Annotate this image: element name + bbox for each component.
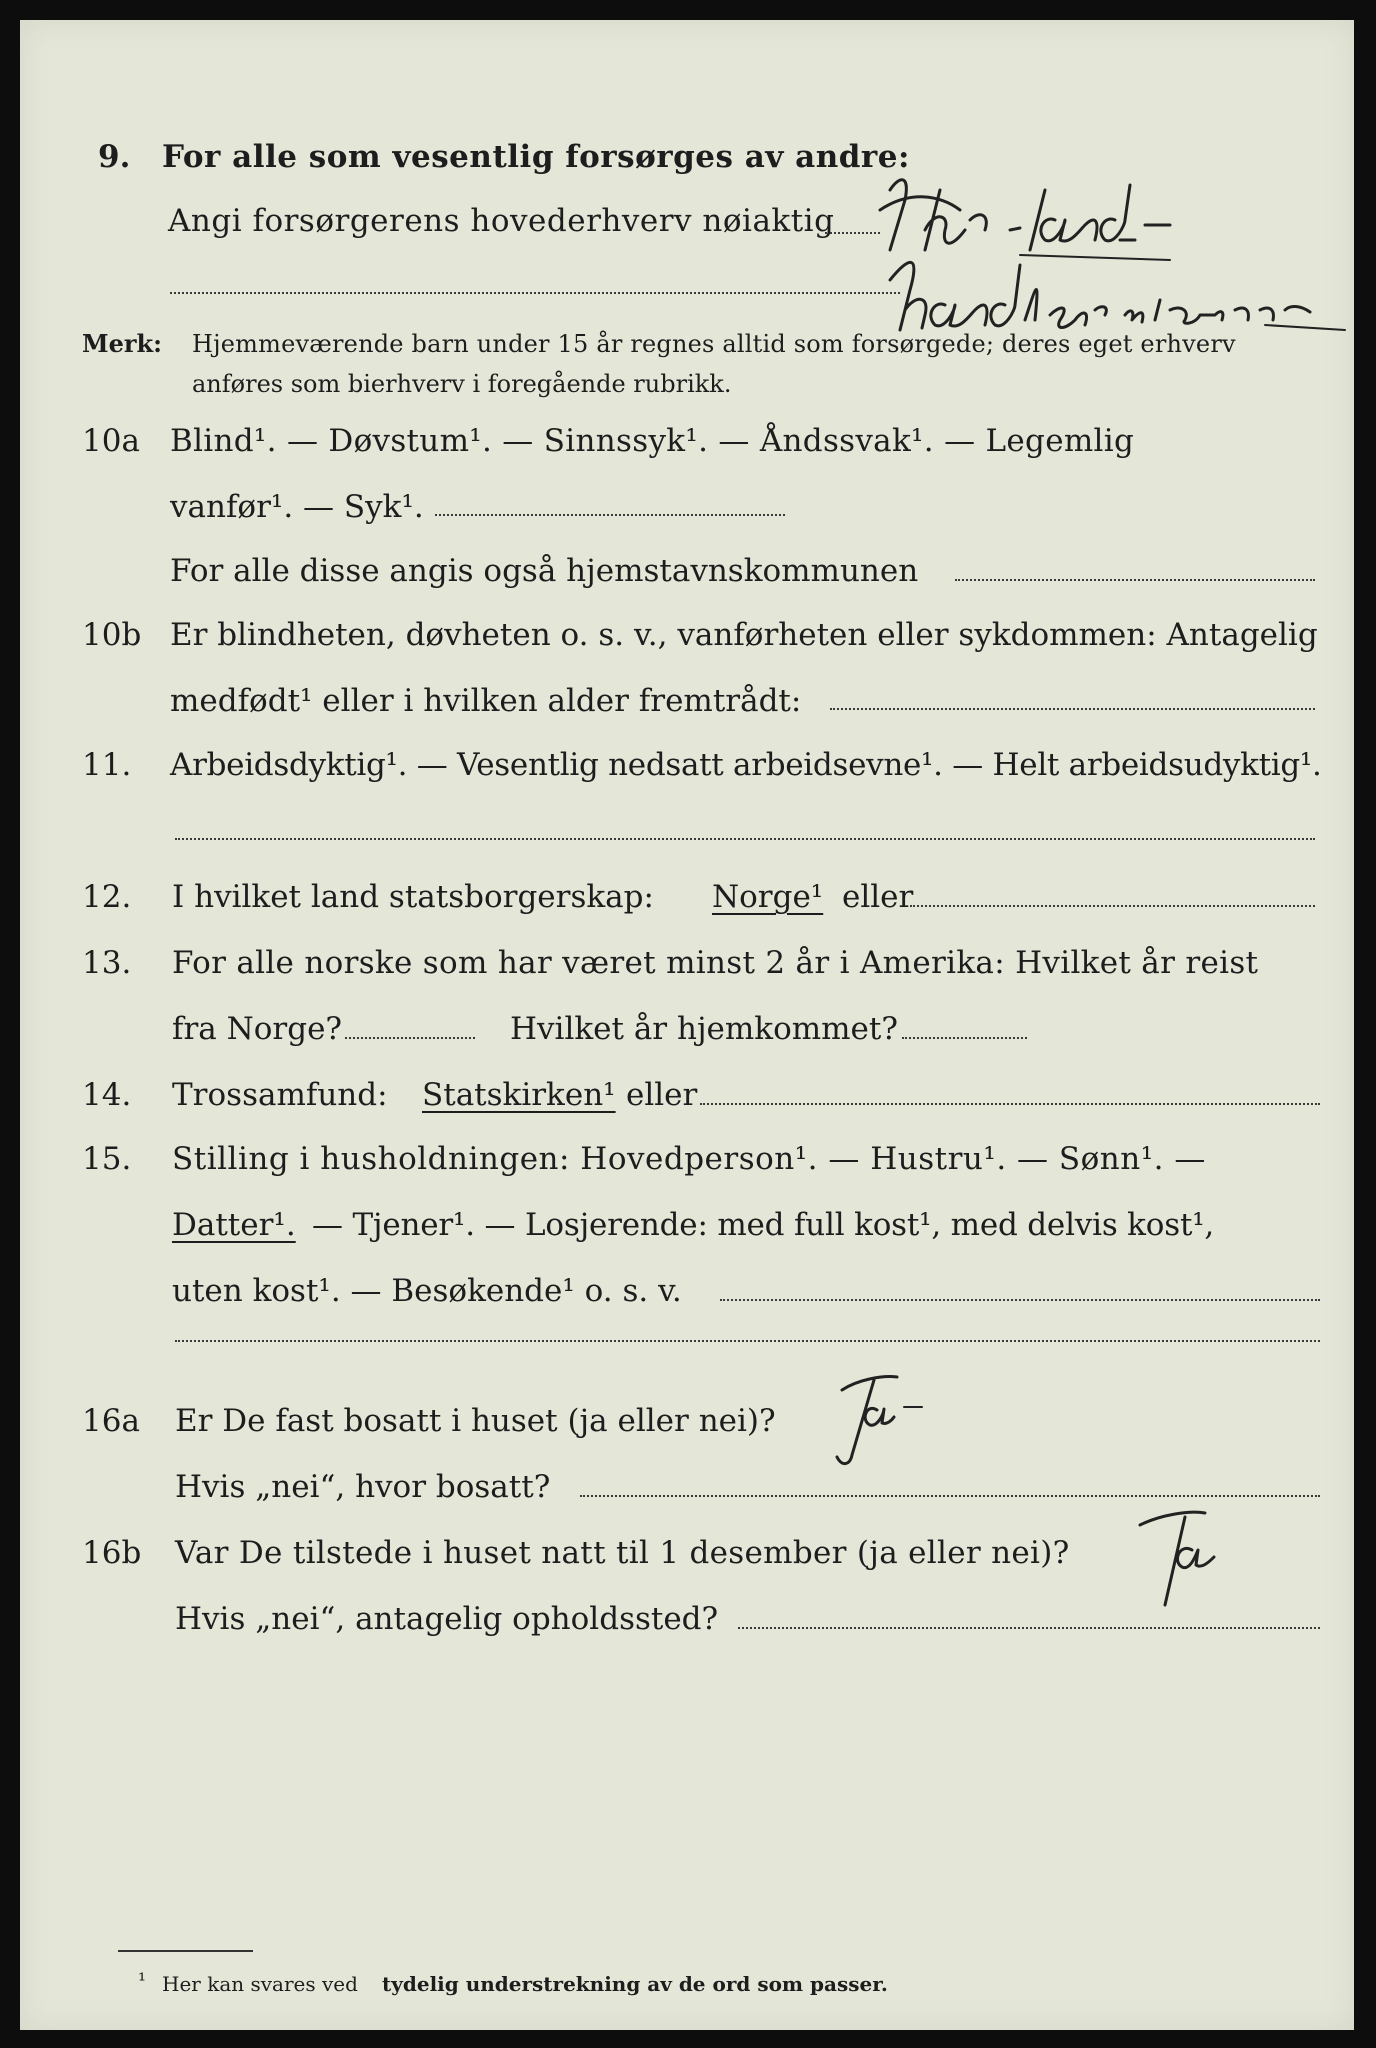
q13-line2b: Hvilket år hjemkommet? (510, 1011, 898, 1047)
q15-answer-line (720, 1299, 1320, 1301)
q10b-line1: Er blindheten, døvheten o. s. v., vanførheten eller sykdommen: Antagelig (170, 617, 1318, 653)
q10b-alder-line (830, 708, 1315, 710)
q12-suffix: eller (842, 879, 914, 915)
q12-norge-underlined: Norge¹ (712, 879, 824, 915)
q14-suffix: eller (626, 1077, 698, 1113)
q10a-kommune-line (955, 579, 1315, 581)
q15-answer-line-2 (175, 1340, 1320, 1342)
q10b-number: 10b (82, 617, 142, 653)
q9-line2: Angi forsørgerens hovederhverv nøiaktig (168, 203, 835, 239)
footnote-rule (118, 1950, 253, 1952)
q11-answer-line (175, 838, 1315, 840)
q9-answer-line-2 (170, 292, 900, 294)
q13-number: 13. (82, 945, 132, 981)
q9-line1: For alle som vesentlig forsørges av andre: (162, 139, 910, 175)
footnote-mark: ¹ (138, 1968, 147, 1992)
merk-label: Merk: (82, 329, 162, 358)
q10a-line2: vanfør¹. — Syk¹. (170, 489, 424, 525)
footnote-text-pre: Her kan svares ved (162, 1972, 358, 1996)
q14-prefix: Trossamfund: (172, 1077, 388, 1113)
q15-line3: uten kost¹. — Besøkende¹ o. s. v. (172, 1273, 682, 1309)
q16b-line1: Var De tilstede i huset natt til 1 desember (ja eller nei)? (175, 1535, 1070, 1571)
q15-number: 15. (82, 1141, 132, 1177)
q13-line2a: fra Norge? (172, 1011, 343, 1047)
q9-handwritten-answer (870, 170, 1350, 340)
census-form-page (20, 20, 1354, 2030)
q11-number: 11. (82, 747, 132, 783)
q11-line1: Arbeidsdyktig¹. — Vesentlig nedsatt arbeidsevne¹. — Helt arbeidsudyktig¹. (170, 747, 1322, 783)
q14-answer-line (700, 1103, 1320, 1105)
q16b-handwritten-ja (1110, 1495, 1250, 1625)
q15-line2-rest: — Tjener¹. — Losjerende: med full kost¹, med delvis kost¹, (312, 1207, 1215, 1243)
q12-prefix: I hvilket land statsborgerskap: (172, 879, 654, 915)
q16a-number: 16a (82, 1403, 140, 1439)
q16a-handwritten-ja (812, 1365, 932, 1475)
q10a-syk-line (435, 514, 785, 516)
q12-answer-line (910, 905, 1315, 907)
q9-number: 9. (98, 139, 131, 175)
q14-statskirken-underlined: Statskirken¹ (422, 1077, 616, 1113)
merk-line2: anføres som bierhverv i foregående rubrikk. (192, 370, 732, 398)
q13-line1: For alle norske som har været minst 2 år i Amerika: Hvilket år reist (172, 945, 1259, 981)
q16a-line2: Hvis „nei“, hvor bosatt? (175, 1469, 551, 1505)
q13-reist-line (345, 1037, 475, 1039)
q14-number: 14. (82, 1077, 132, 1113)
footnote-text-bold: tydelig understrekning av de ord som passer. (382, 1972, 888, 1996)
q16a-line1: Er De fast bosatt i huset (ja eller nei)? (175, 1403, 776, 1439)
q16b-opholdssted-line (738, 1627, 1320, 1629)
merk-line1: Hjemmeværende barn under 15 år regnes alltid som forsørgede; deres eget erhverv (192, 330, 1236, 358)
q13-hjemkommet-line (902, 1037, 1027, 1039)
q10a-line3: For alle disse angis også hjemstavnskommunen (170, 553, 919, 589)
q10a-line1: Blind¹. — Døvstum¹. — Sinnssyk¹. — Åndssvak¹. — Legemlig (170, 423, 1135, 459)
q12-number: 12. (82, 879, 132, 915)
q16b-number: 16b (82, 1535, 142, 1571)
q10a-number: 10a (82, 423, 140, 459)
q15-datter-underlined: Datter¹. (172, 1207, 296, 1243)
q15-line1: Stilling i husholdningen: Hovedperson¹. — Hustru¹. — Sønn¹. — (172, 1141, 1206, 1177)
q16b-line2: Hvis „nei“, antagelig opholdssted? (175, 1601, 719, 1637)
q10b-line2: medfødt¹ eller i hvilken alder fremtrådt: (170, 683, 802, 719)
